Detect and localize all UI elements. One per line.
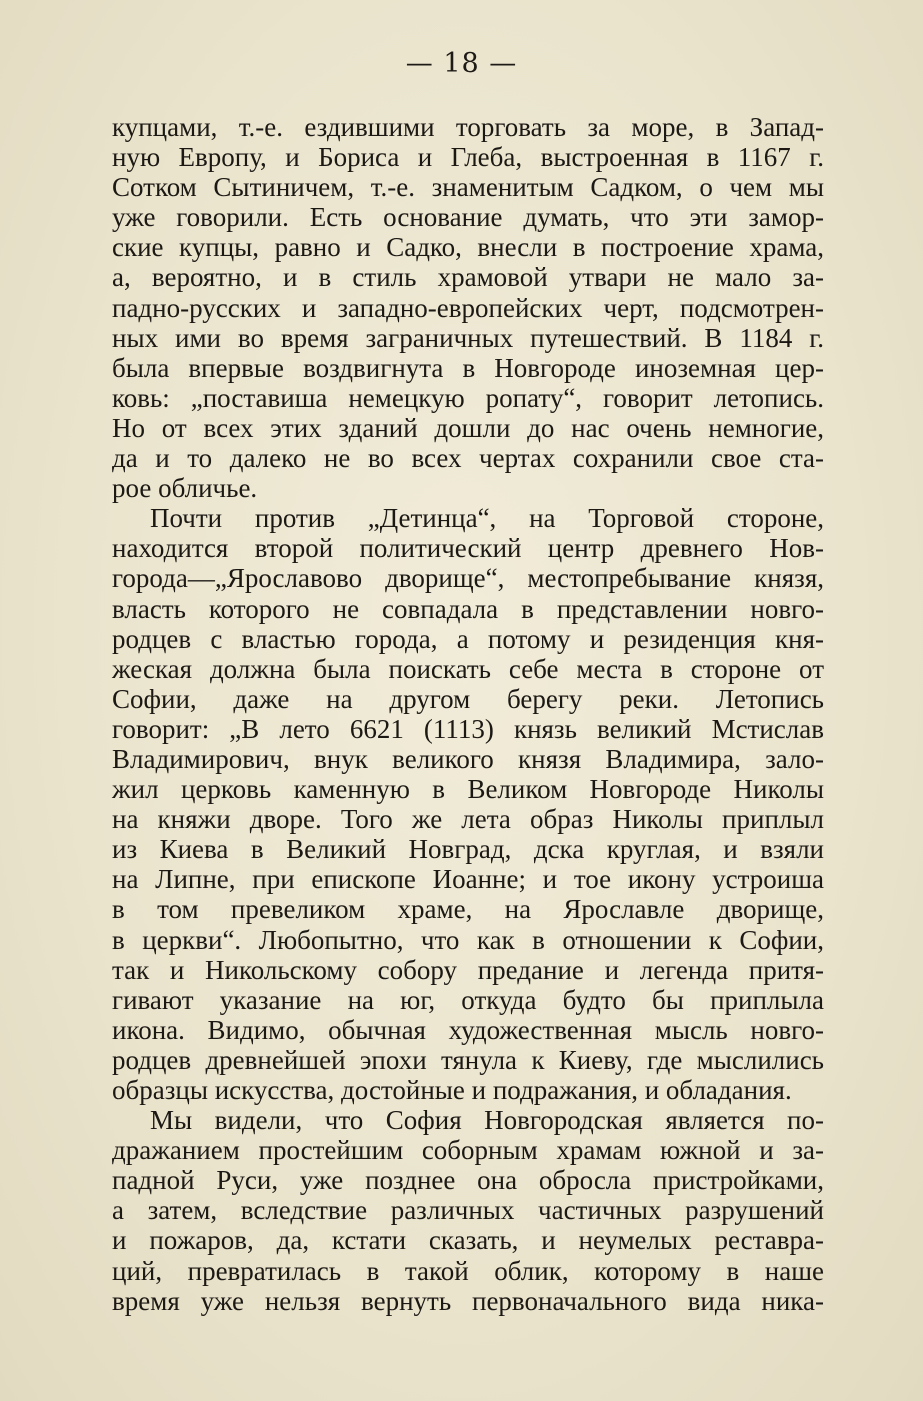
text-line: ций, превратилась в такой облик, которому в наше — [112, 1255, 824, 1286]
text-line: Почти против „Детинца“, на Торговой стороне, — [150, 503, 824, 534]
text-line: купцами, т.-е. ездившими торговать за море, в Запад- — [112, 112, 824, 142]
text-line: города—„Ярославово дворище“, местопребывание князя, — [112, 563, 824, 594]
text-line: власть которого не совпадала в представлении новго- — [112, 593, 824, 624]
text-line: уже говорили. Есть основание думать, что эти замор- — [112, 202, 824, 233]
text-line: Но от всех этих зданий дошли до нас очень немногие, — [112, 412, 824, 443]
text-line: а затем, вследствие различных частичных разрушений — [112, 1195, 824, 1226]
text-line: ковь: „поставиша немецкую ропату“, говорит летопись. — [112, 382, 824, 413]
text-line: из Киева в Великий Новград, дска круглая, и взяли — [112, 834, 824, 865]
text-line: падно-русских и западно-европейских черт, подсмотрен- — [112, 292, 824, 323]
text-line: в том превеликом храме, на Ярославле дворище, — [112, 894, 824, 925]
page-number: — 18 — — [405, 48, 518, 79]
paragraph — [112, 503, 824, 1105]
paragraph — [112, 112, 824, 503]
text-line: ных ими во время заграничных путешествий. В 1184 г. — [112, 322, 824, 353]
text-line: жеская должна была поискать себе места в стороне от — [112, 653, 824, 684]
text-line: Сотком Сытиничем, т.-е. знаменитым Садком, о чем мы — [112, 172, 824, 203]
text-line: так и Никольскому собору предание и легенда притя- — [112, 954, 824, 985]
text-line: находится второй политический центр древнего Нов- — [112, 533, 824, 564]
text-line: Мы видели, что София Новгородская является по- — [150, 1105, 824, 1136]
text-line: родцев древнейшей эпохи тянула к Киеву, где мыслились — [112, 1044, 824, 1075]
text-line: жил церковь каменную в Великом Новгороде Николы — [112, 774, 824, 805]
text-line: образцы искусства, достойные и подражания, и обладания. — [112, 1075, 792, 1105]
text-line: икона. Видимо, обычная художественная мысль новго- — [112, 1014, 824, 1045]
text-line: на Липне, при епископе Иоанне; и тое икону устроиша — [112, 864, 824, 895]
text-line: гивают указание на юг, откуда будто бы приплыла — [112, 984, 824, 1015]
text-line: Софии, даже на другом берегу реки. Летопись — [112, 683, 824, 714]
text-line: Владимирович, внук великого князя Владимира, зало- — [112, 743, 824, 774]
text-line: говорит: „В лето 6621 (1113) князь великий Мстислав — [112, 713, 824, 744]
text-line: была впервые воздвигнута в Новгороде иноземная цер- — [112, 352, 824, 383]
text-line: падной Руси, уже позднее она обросла пристройками, — [112, 1165, 824, 1196]
text-line: и пожаров, да, кстати сказать, и неумелых реставра- — [112, 1225, 824, 1256]
text-line: в церкви“. Любопытно, что как в отношении к Софии, — [112, 924, 824, 955]
body-text — [112, 112, 824, 1316]
text-line: родцев с властью города, а потому и резиденция кня- — [112, 623, 824, 654]
text-line: на княжи дворе. Того же лета образ Николы приплыл — [112, 804, 824, 835]
text-line: да и то далеко не во всех чертах сохранили свое ста- — [112, 443, 824, 474]
text-line: а, вероятно, и в стиль храмовой утвари не мало за- — [112, 262, 824, 293]
text-line: рое обличье. — [112, 473, 258, 504]
text-line: дражанием простейшим соборным храмам южной и за- — [112, 1135, 824, 1166]
paragraph — [112, 1105, 824, 1316]
text-line: ную Европу, и Бориса и Глеба, выстроенная в 1167 г. — [112, 142, 824, 173]
text-line: время уже нельзя вернуть первоначального вида ника- — [112, 1285, 824, 1316]
text-line: ские купцы, равно и Садко, внесли в построение храма, — [112, 232, 824, 263]
